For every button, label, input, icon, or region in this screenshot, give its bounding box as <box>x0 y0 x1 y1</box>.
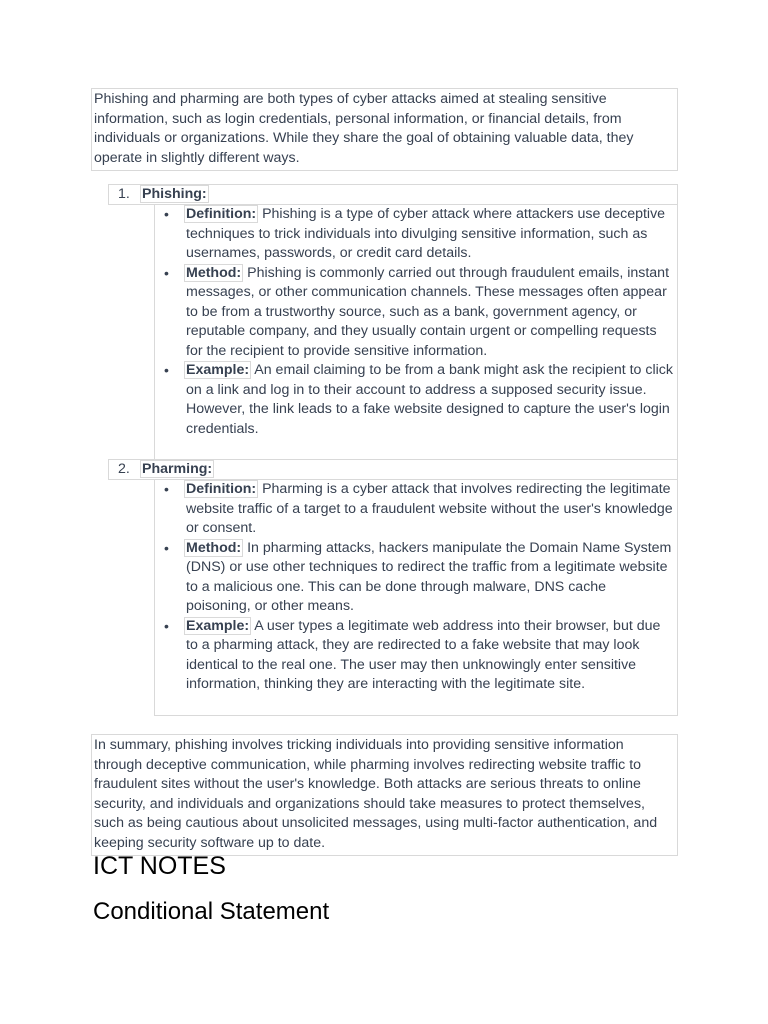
summary-paragraph: In summary, phishing involves tricking individuals into providing sensitive information through deceptive communication, while pharming involves redirecting website traffic to fraudulent sites without the user's knowledge. Both attacks are serious threats to online security, and individuals and organizations should take measures to protect themselves, such as being cautious about unsolicited messages, using multi-factor authentication, and keeping security software up to date. <box>91 734 678 856</box>
list-title: Phishing: <box>142 186 207 202</box>
bullet-label: Definition: <box>186 206 257 222</box>
bullet-item <box>155 539 677 617</box>
bullet-label: Method: <box>186 539 242 556</box>
bullet-text: In pharming attacks, hackers manipulate the Domain Name System (DNS) or use other techniques to redirect the traffic from a legitimate website to a malicious one. This can be done through malware, DNS cache poisoning, or other means. <box>186 539 672 614</box>
bullet-item <box>155 264 677 362</box>
bullet-dot-icon: • <box>164 617 169 634</box>
bullet-label: Example: <box>186 362 250 378</box>
bullet-text: An email claiming to be from a bank might ask the recipient to click on a link and log in to their account to address a supposed security issue. However, the link leads to a fake website designed to capture the user's login credentials. <box>186 362 673 437</box>
bullet-item <box>155 361 677 439</box>
bullet-label: Example: <box>186 617 250 634</box>
list-item-pharming <box>108 459 678 480</box>
bullet-dot-icon: • <box>164 264 169 281</box>
bullet-dot-icon: • <box>164 206 169 222</box>
list-number: 2. <box>118 461 130 477</box>
phishing-bullets <box>154 205 678 460</box>
bullet-text: Phishing is commonly carried out through fraudulent emails, instant messages, or other communication channels. These messages often appear to be from a trustworthy source, such as a bank, government agency, or reputable company, and they usually contain urgent or compelling requests for the recipient to provide sensitive information. <box>186 264 670 359</box>
list-item-phishing <box>108 184 678 205</box>
bullet-dot-icon: • <box>164 362 169 378</box>
bullet-item <box>155 617 677 695</box>
bullet-text: A user types a legitimate web address into their browser, but due to a pharming attack, they are redirected to a fake website that may look identical to the real one. The user may then unknowingly enter sensitive information, thinking they are interacting with the legitimate site. <box>186 617 661 692</box>
bullet-label: Definition: <box>186 481 257 497</box>
heading-ict-notes: ICT NOTES <box>93 852 226 880</box>
list-title: Pharming: <box>142 461 213 477</box>
list-number: 1. <box>118 186 130 202</box>
bullet-item <box>155 480 677 539</box>
bullet-dot-icon: • <box>164 539 169 556</box>
bullet-label: Method: <box>186 264 242 281</box>
bullet-dot-icon: • <box>164 481 169 497</box>
bullet-item <box>155 205 677 264</box>
heading-conditional-statement: Conditional Statement <box>93 898 330 925</box>
pharming-bullets <box>154 480 678 716</box>
bullet-text: Pharming is a cyber attack that involves redirecting the legitimate website traffic of a target to a fraudulent website without the user's knowledge or consent. <box>186 481 673 536</box>
intro-paragraph: Phishing and pharming are both types of cyber attacks aimed at stealing sensitive information, such as login credentials, personal information, or financial details, from individuals or organizations. While they share the goal of obtaining valuable data, they operate in slightly different ways. <box>91 88 678 171</box>
bullet-text: Phishing is a type of cyber attack where attackers use deceptive techniques to trick individuals into divulging sensitive information, such as usernames, passwords, or credit card details. <box>186 206 666 261</box>
